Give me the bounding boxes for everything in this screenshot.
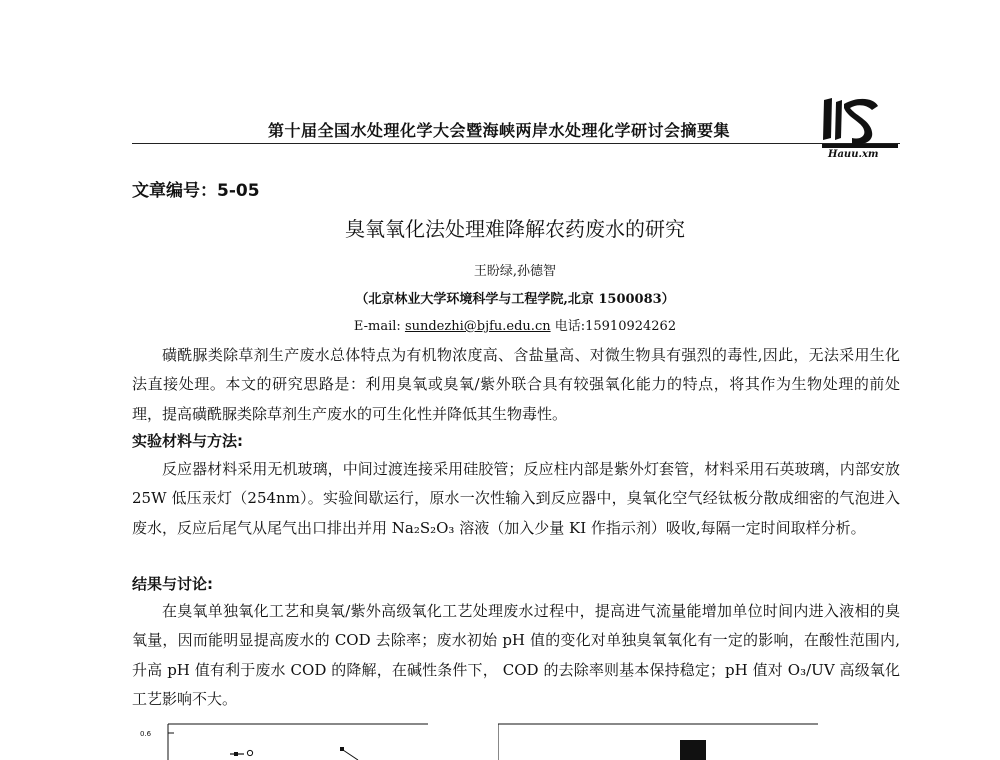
paper-title: 臭氧氧化法处理难降解农药废水的研究: [345, 217, 685, 241]
phone: 电话:15910924262: [554, 319, 677, 334]
legend-marker-circle: [247, 750, 252, 755]
legend-marker-square: [234, 752, 238, 756]
y-tick-label: 0.6: [140, 730, 152, 738]
methods-heading: 实验材料与方法:: [132, 432, 243, 450]
authors: 王盼绿,孙德智: [473, 264, 557, 279]
results-heading: 结果与讨论:: [132, 575, 213, 593]
results-paragraph: 在臭氧单独氧化工艺和臭氧/紫外高级氧化工艺处理废水过程中，提高进气流量能增加单位时间内进入液相的臭氧量，因而能明显提高废水的 COD 去除率；废水初始 pH 值的变化对单独臭氧氧化有一定的影响，在酸性范围内,升高 pH 值有利于废水 COD 的降解，在碱性条件下， COD 的去除率则基本保持稳定；pH 值对 O₃/UV 高级氧化工艺影响不大。: [132, 602, 900, 708]
affiliation: （北京林业大学环境科学与工程学院,北京 1500083）: [355, 292, 675, 307]
figure-right-chart: [498, 718, 818, 760]
bar: [680, 740, 706, 760]
series-line: [343, 750, 358, 760]
proceedings-title: 第十届全国水处理化学大会暨海峡两岸水处理化学研讨会摘要集: [268, 121, 731, 140]
header-divider: [132, 143, 900, 144]
email-label: E-mail:: [353, 319, 401, 334]
logo-text: Hauu.xm: [828, 149, 879, 158]
email-link[interactable]: sundezhi@bjfu.edu.cn: [404, 319, 551, 334]
data-point: [340, 747, 344, 751]
article-number: 文章编号：5-05: [132, 181, 260, 201]
contact-line: [0, 315, 1000, 334]
figure-left-chart: [138, 718, 428, 760]
intro-paragraph: 磺酰脲类除草剂生产废水总体特点为有机物浓度高、含盐量高、对微生物具有强烈的毒性,因此，无法采用生化法直接处理。本文的研究思路是：利用臭氧或臭氧/紫外联合具有较强氧化能力的特点，将其作为生物处理的前处理，提高磺酰脲类除草剂生产废水的可生化性并降低其生物毒性。: [132, 346, 900, 423]
methods-paragraph: 反应器材料采用无机玻璃，中间过渡连接采用硅胶管；反应柱内部是紫外灯套管，材料采用石英玻璃，内部安放 25W 低压汞灯（254nm）。实验间歇运行，原水一次性输入到反应器中，臭氧化空气经钛板分散成细密的气泡进入废水，反应后尾气从尾气出口排出并用 Na₂S₂O₃ 溶液（加入少量 KI 作指示剂）吸收,每隔一定时间取样分析。: [132, 460, 900, 537]
conference-logo-icon: [818, 94, 900, 158]
